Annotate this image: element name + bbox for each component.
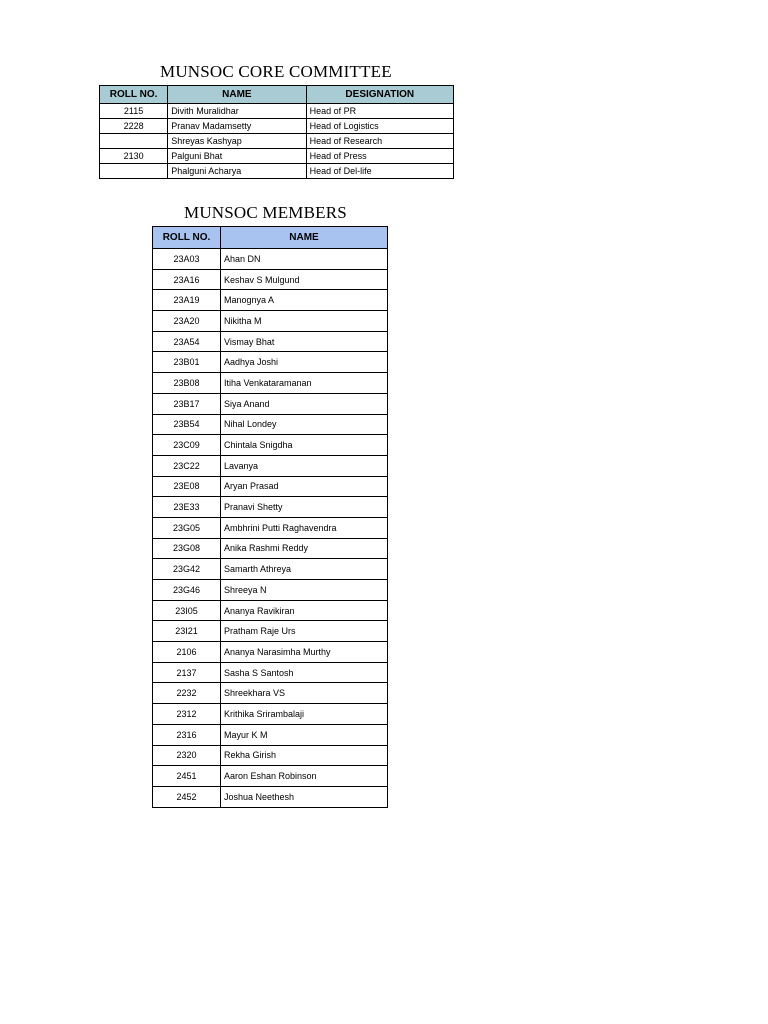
roll-cell: 2451 (153, 766, 221, 787)
name-cell: Phalguni Acharya (168, 164, 306, 179)
roll-cell: 2115 (100, 104, 168, 119)
table-row (153, 724, 388, 745)
table-row (153, 704, 388, 725)
name-cell: Shreeya N (221, 580, 388, 601)
table-row (153, 476, 388, 497)
roll-cell: 23A20 (153, 311, 221, 332)
members-header-row (153, 227, 388, 249)
table-row (153, 331, 388, 352)
roll-cell: 23A16 (153, 269, 221, 290)
core-header-designation: DESIGNATION (306, 86, 453, 104)
name-cell: Chintala Snigdha (221, 435, 388, 456)
table-row (153, 600, 388, 621)
designation-cell: Head of Logistics (306, 119, 453, 134)
table-row (153, 269, 388, 290)
table-row (153, 290, 388, 311)
name-cell: Ananya Ravikiran (221, 600, 388, 621)
table-row (153, 766, 388, 787)
designation-cell: Head of Press (306, 149, 453, 164)
name-cell: Shreyas Kashyap (168, 134, 306, 149)
roll-cell: 23A54 (153, 331, 221, 352)
table-row (153, 642, 388, 663)
designation-cell: Head of PR (306, 104, 453, 119)
table-row (153, 455, 388, 476)
name-cell: Lavanya (221, 455, 388, 476)
roll-cell: 23B17 (153, 393, 221, 414)
name-cell: Pratham Raje Urs (221, 621, 388, 642)
roll-cell: 23I05 (153, 600, 221, 621)
roll-cell (100, 134, 168, 149)
roll-cell: 23E08 (153, 476, 221, 497)
core-committee-title: MUNSOC CORE COMMITTEE (160, 62, 392, 81)
table-row (153, 373, 388, 394)
roll-cell: 23G05 (153, 517, 221, 538)
table-row (153, 435, 388, 456)
table-row (153, 497, 388, 518)
table-row (153, 249, 388, 270)
name-cell: Itiha Venkataramanan (221, 373, 388, 394)
roll-cell: 2312 (153, 704, 221, 725)
table-row (153, 786, 388, 807)
name-cell: Ahan DN (221, 249, 388, 270)
table-row (153, 621, 388, 642)
name-cell: Sasha S Santosh (221, 662, 388, 683)
table-row (153, 311, 388, 332)
table-row (153, 352, 388, 373)
roll-cell: 2130 (100, 149, 168, 164)
name-cell: Nihal Londey (221, 414, 388, 435)
table-row (153, 517, 388, 538)
table-row (153, 414, 388, 435)
roll-cell: 23I21 (153, 621, 221, 642)
members-header-roll: ROLL NO. (153, 227, 221, 249)
name-cell: Ananya Narasimha Murthy (221, 642, 388, 663)
name-cell: Joshua Neethesh (221, 786, 388, 807)
name-cell: Ambhrini Putti Raghavendra (221, 517, 388, 538)
roll-cell: 23E33 (153, 497, 221, 518)
designation-cell: Head of Research (306, 134, 453, 149)
table-row (100, 134, 454, 149)
table-row (153, 662, 388, 683)
table-row (100, 119, 454, 134)
table-row (153, 683, 388, 704)
roll-cell (100, 164, 168, 179)
name-cell: Pranavi Shetty (221, 497, 388, 518)
roll-cell: 23C22 (153, 455, 221, 476)
name-cell: Keshav S Mulgund (221, 269, 388, 290)
name-cell: Nikitha M (221, 311, 388, 332)
members-title: MUNSOC MEMBERS (184, 203, 347, 222)
name-cell: Mayur K M (221, 724, 388, 745)
roll-cell: 2232 (153, 683, 221, 704)
roll-cell: 23A19 (153, 290, 221, 311)
table-row (100, 164, 454, 179)
core-header-name: NAME (168, 86, 306, 104)
name-cell: Siya Anand (221, 393, 388, 414)
designation-cell: Head of Del-life (306, 164, 453, 179)
roll-cell: 23G08 (153, 538, 221, 559)
name-cell: Manognya A (221, 290, 388, 311)
table-row (100, 104, 454, 119)
roll-cell: 23A03 (153, 249, 221, 270)
name-cell: Anika Rashmi Reddy (221, 538, 388, 559)
roll-cell: 23C09 (153, 435, 221, 456)
core-header-roll: ROLL NO. (100, 86, 168, 104)
name-cell: Pranav Madamsetty (168, 119, 306, 134)
members-header-name: NAME (221, 227, 388, 249)
name-cell: Aaron Eshan Robinson (221, 766, 388, 787)
table-row (153, 559, 388, 580)
roll-cell: 2228 (100, 119, 168, 134)
roll-cell: 2106 (153, 642, 221, 663)
name-cell: Aryan Prasad (221, 476, 388, 497)
name-cell: Rekha Girish (221, 745, 388, 766)
core-header-row (100, 86, 454, 104)
roll-cell: 23G46 (153, 580, 221, 601)
name-cell: Samarth Athreya (221, 559, 388, 580)
roll-cell: 2320 (153, 745, 221, 766)
table-row (100, 149, 454, 164)
table-row (153, 538, 388, 559)
roll-cell: 23B01 (153, 352, 221, 373)
core-committee-table (99, 85, 454, 179)
name-cell: Shreekhara VS (221, 683, 388, 704)
table-row (153, 580, 388, 601)
name-cell: Divith Muralidhar (168, 104, 306, 119)
roll-cell: 2316 (153, 724, 221, 745)
table-row (153, 745, 388, 766)
roll-cell: 23G42 (153, 559, 221, 580)
members-table (152, 226, 388, 808)
roll-cell: 23B08 (153, 373, 221, 394)
roll-cell: 2452 (153, 786, 221, 807)
roll-cell: 23B54 (153, 414, 221, 435)
name-cell: Aadhya Joshi (221, 352, 388, 373)
name-cell: Vismay Bhat (221, 331, 388, 352)
name-cell: Palguni Bhat (168, 149, 306, 164)
table-row (153, 393, 388, 414)
roll-cell: 2137 (153, 662, 221, 683)
name-cell: Krithika Srirambalaji (221, 704, 388, 725)
